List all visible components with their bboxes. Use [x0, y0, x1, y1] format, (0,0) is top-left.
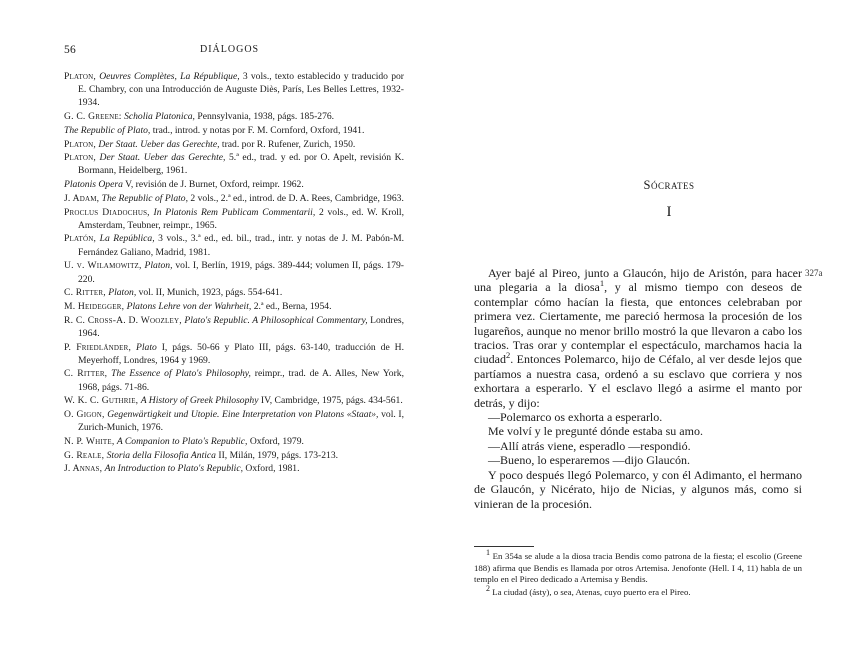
footnote-text: La ciudad (ásty), o sea, Atenas, cuyo puerto era el Pireo. — [492, 586, 691, 597]
entry-author: U. v. Wilamowitz, — [64, 260, 142, 272]
entry-title: A History of Greek Philosophy — [140, 395, 259, 407]
entry-details: IV, Cambridge, 1975, págs. 434-561. — [260, 395, 403, 407]
entry-details: vol. II, Munich, 1923, págs. 554-641. — [138, 287, 283, 299]
entry-author: C. Ritter, — [64, 368, 108, 380]
bibliography-entry — [64, 232, 404, 258]
entry-details: 2 vols., 2.ª ed., introd. de D. A. Rees, Cambridge, 1963. — [190, 192, 404, 204]
footnote-text: En 354a se alude a la diosa tracia Bendis como patrona de la fiesta; el escolio (Greene 188) afirma que Bendis es llamada por otros Artemisa. Jenofonte (Hell. I 4, 11) habla de un templo en el Pireo dedicado a Artemisa y Bendis. — [474, 551, 802, 585]
entry-title: Scholia Platonica, — [124, 111, 195, 123]
entry-author: Proclus Diadochus, — [64, 206, 150, 218]
entry-details: vol. I, Zurich-Munich, 1976. — [78, 409, 404, 434]
entry-author: N. P. White, — [64, 435, 115, 447]
bibliography-entry — [64, 206, 404, 232]
entry-title: An Introduction to Plato's Republic, — [104, 463, 243, 475]
entry-title: In Platonis Rem Publicam Commentarii, — [153, 206, 316, 218]
entry-details: 3 vols., 3.ª ed., ed. bil., trad., intr. y notas de J. M. Pabón-M. Fernández Galiano, Madrid, 1981. — [78, 233, 404, 258]
bibliography-entry — [64, 178, 404, 191]
bibliography-entry — [64, 408, 404, 434]
entry-title: Der Staat. Ueber das Gerechte, — [99, 152, 226, 164]
text-paragraph — [474, 410, 802, 424]
entry-title: Gegenwärtigkeit und Utopie. Eine Interpretation von Platons «Staat», — [107, 409, 379, 421]
entry-details: 2.ª ed., Berna, 1954. — [253, 300, 332, 312]
paragraph-text: Y poco después llegó Polemarco, y con él Adimanto, el hermano de Glaucón, y Nicérato, hijo de Nicias, y algunos más, como si vinieran de la procesión. — [474, 467, 802, 511]
entry-author: M. Heidegger, — [64, 300, 125, 312]
entry-details: vol. I, Berlín, 1919, págs. 389-444; volumen II, págs. 179-220. — [78, 260, 404, 285]
bibliography-entry — [64, 259, 404, 285]
entry-title: Platons Lehre von der Wahrheit, — [126, 300, 252, 312]
bibliography-entry — [64, 367, 404, 393]
entry-details: Londres, 1964. — [78, 314, 404, 339]
entry-author: O. Gigon, — [64, 409, 105, 421]
entry-author: J. Annas, — [64, 463, 103, 475]
entry-author: Platon, — [64, 71, 96, 82]
bibliography-entry — [64, 124, 404, 137]
text-paragraph — [474, 468, 802, 511]
paragraph-text: Me volví y le pregunté dónde estaba su amo. — [488, 424, 703, 439]
entry-title: Plato's Republic. A Philosophical Commentary, — [184, 314, 368, 326]
entry-author: C. Ritter, — [64, 287, 106, 299]
entry-details: 2 vols., ed. W. Kroll, Amsterdam, Teubner, reimpr., 1965. — [78, 206, 404, 231]
chapter-number: I — [666, 204, 672, 220]
footnotes — [474, 548, 802, 599]
bibliography-entry — [64, 70, 404, 110]
entry-details: II, Milán, 1979, págs. 173-213. — [218, 449, 339, 461]
entry-title: Der Staat. Ueber das Gerechte, — [98, 138, 220, 150]
entry-author: R. C. Cross-A. D. Woozley, — [64, 314, 182, 326]
bibliography-entry — [64, 300, 404, 313]
footnote — [474, 583, 802, 599]
bibliography-entry — [64, 192, 404, 205]
footnote — [474, 548, 802, 586]
entry-details: Oxford, 1981. — [245, 463, 300, 475]
text-paragraph — [474, 439, 802, 453]
entry-details: trad., introd. y notas por F. M. Cornford, Oxford, 1941. — [152, 124, 365, 136]
paragraph-text: Ayer bajé al Pireo, junto a Glaucón, hijo de Aristón, para hacer una plegaria a la diosa — [474, 266, 802, 295]
bibliography-entry — [64, 462, 404, 475]
entry-title: Storia della Filosofia Antica — [106, 449, 216, 461]
footnote-mark: 2 — [486, 583, 490, 593]
text-paragraph — [474, 266, 802, 410]
entry-title: Oeuvres Complètes, La République, — [99, 71, 240, 82]
entry-title: Platon, — [144, 260, 173, 272]
entry-details: I, págs. 50-66 y Plato III, págs. 63-140, traducción de H. Meyerhoff, Londres, 1964 y 1969. — [78, 341, 404, 366]
entry-details: V, revisión de J. Burnet, Oxford, reimpr. 1962. — [125, 179, 304, 191]
entry-title: The Republic of Plato, — [101, 192, 189, 204]
bibliography-entry — [64, 314, 404, 340]
right-page — [424, 0, 848, 668]
entry-author: Platon, — [64, 152, 96, 164]
entry-title: La República, — [99, 233, 155, 245]
text-paragraph — [474, 424, 802, 438]
entry-author: J. Adam, — [64, 192, 100, 204]
bibliography-entry — [64, 151, 404, 177]
entry-details: 3 vols., texto establecido y traducido por E. Chambry, con una Introducción de Auguste Diès, París, Les Belles Lettres, 1932-1934. — [78, 71, 404, 109]
entry-author: Platón, — [64, 233, 97, 245]
entry-details: reimpr., trad. de A. Alles, New York, 1968, págs. 71-86. — [78, 368, 404, 393]
paragraph-text: —Allí atrás viene, esperadlo —respondió. — [488, 438, 691, 453]
paragraph-text: , y al mismo tiempo con deseos de contemplar cómo hacían la fiesta, que entonces celebraban por primera vez. Ciertamente, me pareció hermosa la procesión de los lugareños, aunque no menor brillo mostró la que llevaron a cabo los tracios. Tras orar y contemplar el espectáculo, marchamos hacia la ciudad — [474, 280, 802, 367]
page-number: 56 — [64, 44, 77, 56]
bibliography-entry — [64, 138, 404, 151]
chapter-title: Sócrates — [643, 178, 695, 192]
bibliography-entry — [64, 435, 404, 448]
paragraph-text: —Bueno, lo esperaremos —dijo Glaucón. — [488, 453, 690, 468]
entry-title: Platon, — [108, 287, 137, 299]
footnote-divider — [474, 546, 534, 547]
entry-details: 5.ª ed., trad. y ed. por O. Apelt, revisión K. Bormann, Heidelberg, 1961. — [78, 152, 404, 177]
entry-details: trad. por R. Rufener, Zurich, 1950. — [221, 138, 356, 150]
bibliography-entry — [64, 449, 404, 462]
entry-author: G. C. Greene: — [64, 111, 122, 123]
footnote-reference: 1 — [599, 278, 605, 289]
bibliography-entry — [64, 394, 404, 407]
entry-title: The Republic of Plato, — [64, 124, 151, 136]
stephanus-margin-reference: 327a — [805, 268, 823, 278]
bibliography-list — [64, 70, 404, 476]
entry-details: Oxford, 1979. — [249, 435, 304, 447]
entry-title: A Companion to Plato's Republic, — [116, 435, 248, 447]
bibliography-entry — [64, 110, 404, 123]
bibliography-entry — [64, 286, 404, 299]
entry-details: Pennsylvania, 1938, págs. 185-276. — [197, 111, 335, 123]
footnote-reference: 2 — [506, 350, 511, 361]
footnote-mark: 1 — [486, 548, 490, 558]
entry-author: Platon, — [64, 138, 96, 150]
main-text — [474, 266, 802, 511]
entry-title: Plato — [136, 341, 157, 353]
entry-author: P. Friedländer, — [64, 341, 132, 353]
entry-author: G. Reale, — [64, 449, 105, 461]
paragraph-text: —Polemarco os exhorta a esperarlo. — [488, 410, 663, 425]
entry-title: Platonis Opera — [64, 179, 123, 191]
entry-author: W. K. C. Guthrie, — [64, 395, 139, 407]
entry-title: The Essence of Plato's Philosophy, — [111, 368, 251, 380]
running-head: DIÁLOGOS — [200, 44, 260, 55]
paragraph-text: . Entonces Polemarco, hijo de Céfalo, al ver desde lejos que partíamos a nuestra casa, ordenó a su esclavo que corriera y nos exhortara a esperarlo. Y el esclavo llegó a asirme el manto por detrás, y dijo: — [474, 352, 802, 410]
bibliography-entry — [64, 341, 404, 367]
text-paragraph — [474, 453, 802, 467]
